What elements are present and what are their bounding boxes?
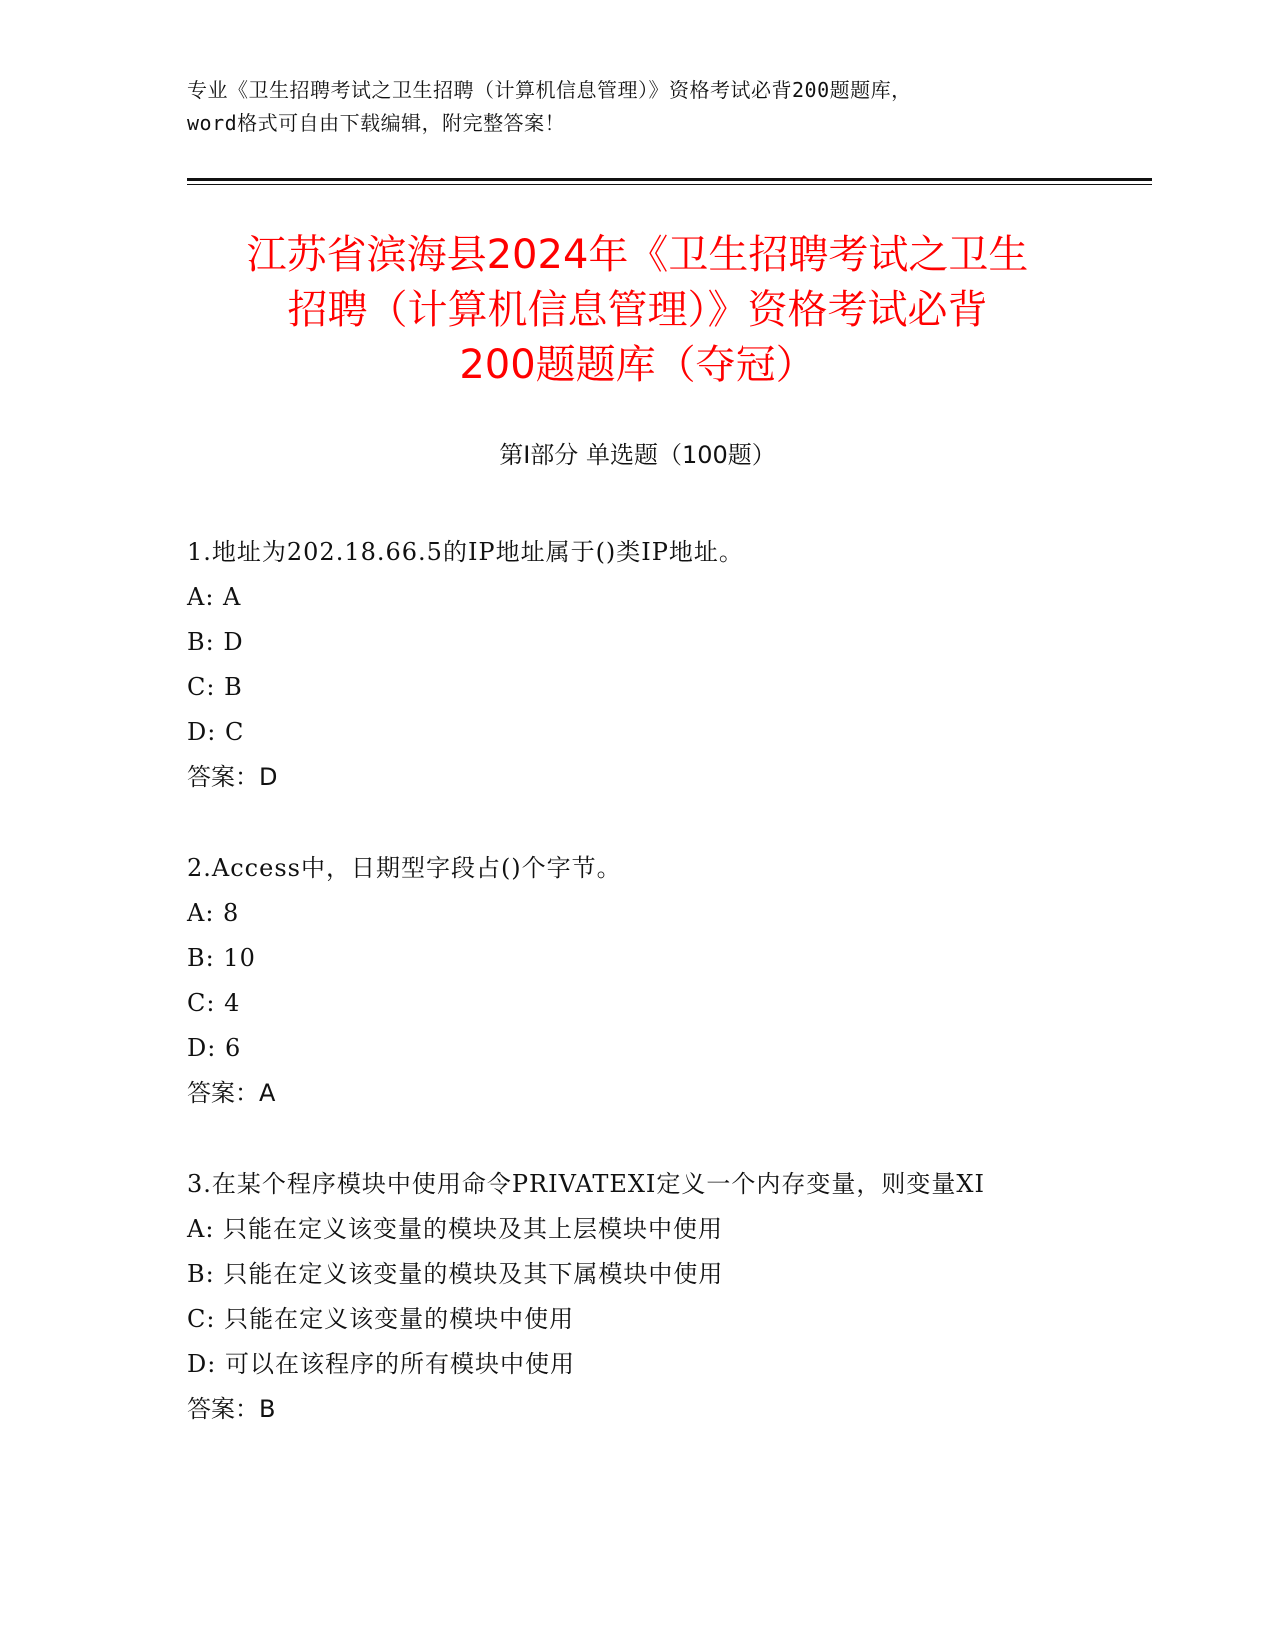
option-a: A: 只能在定义该变量的模块及其上层模块中使用	[187, 1215, 724, 1243]
option-c: C: 只能在定义该变量的模块中使用	[187, 1305, 575, 1333]
question-2	[187, 846, 1087, 1116]
header-note-line-1: 专业《卫生招聘考试之卫生招聘（计算机信息管理）》资格考试必背200题题库，	[187, 78, 912, 102]
option-b: B: 10	[187, 944, 256, 972]
document-title-line-3: 200题题库（夺冠）	[459, 342, 816, 388]
header-divider-thick	[187, 178, 1152, 181]
question-stem: 1.地址为202.18.66.5的IP地址属于()类IP地址。	[187, 538, 744, 566]
document-title-line-2: 招聘（计算机信息管理）》资格考试必背	[287, 287, 988, 333]
option-b: B: D	[187, 628, 244, 656]
question-1	[187, 530, 1087, 800]
answer: 答案：B	[187, 1395, 276, 1423]
option-c: C: B	[187, 673, 243, 701]
option-a: A: 8	[187, 899, 240, 927]
answer: 答案：A	[187, 1079, 276, 1107]
header-note-line-2: word格式可自由下载编辑，附完整答案！	[187, 111, 566, 135]
option-d: D: C	[187, 718, 245, 746]
option-c: C: 4	[187, 989, 241, 1017]
question-stem: 2.Access中，日期型字段占()个字节。	[187, 854, 622, 882]
question-stem: 3.在某个程序模块中使用命令PRIVATEXI定义一个内存变量，则变量XI	[187, 1170, 985, 1198]
answer: 答案：D	[187, 763, 278, 791]
question-3	[187, 1162, 1087, 1432]
option-b: B: 只能在定义该变量的模块及其下属模块中使用	[187, 1260, 724, 1288]
document-title	[150, 228, 1125, 393]
option-a: A: A	[187, 583, 242, 611]
option-d: D: 6	[187, 1034, 242, 1062]
document-title-line-1: 江苏省滨海县2024年《卫生招聘考试之卫生	[246, 232, 1029, 278]
option-d: D: 可以在该程序的所有模块中使用	[187, 1350, 575, 1378]
header-note	[187, 74, 1087, 140]
header-divider-thin	[187, 184, 1152, 185]
question-list	[187, 530, 1087, 1478]
section-heading: 第Ⅰ部分 单选题（100题）	[499, 441, 776, 469]
